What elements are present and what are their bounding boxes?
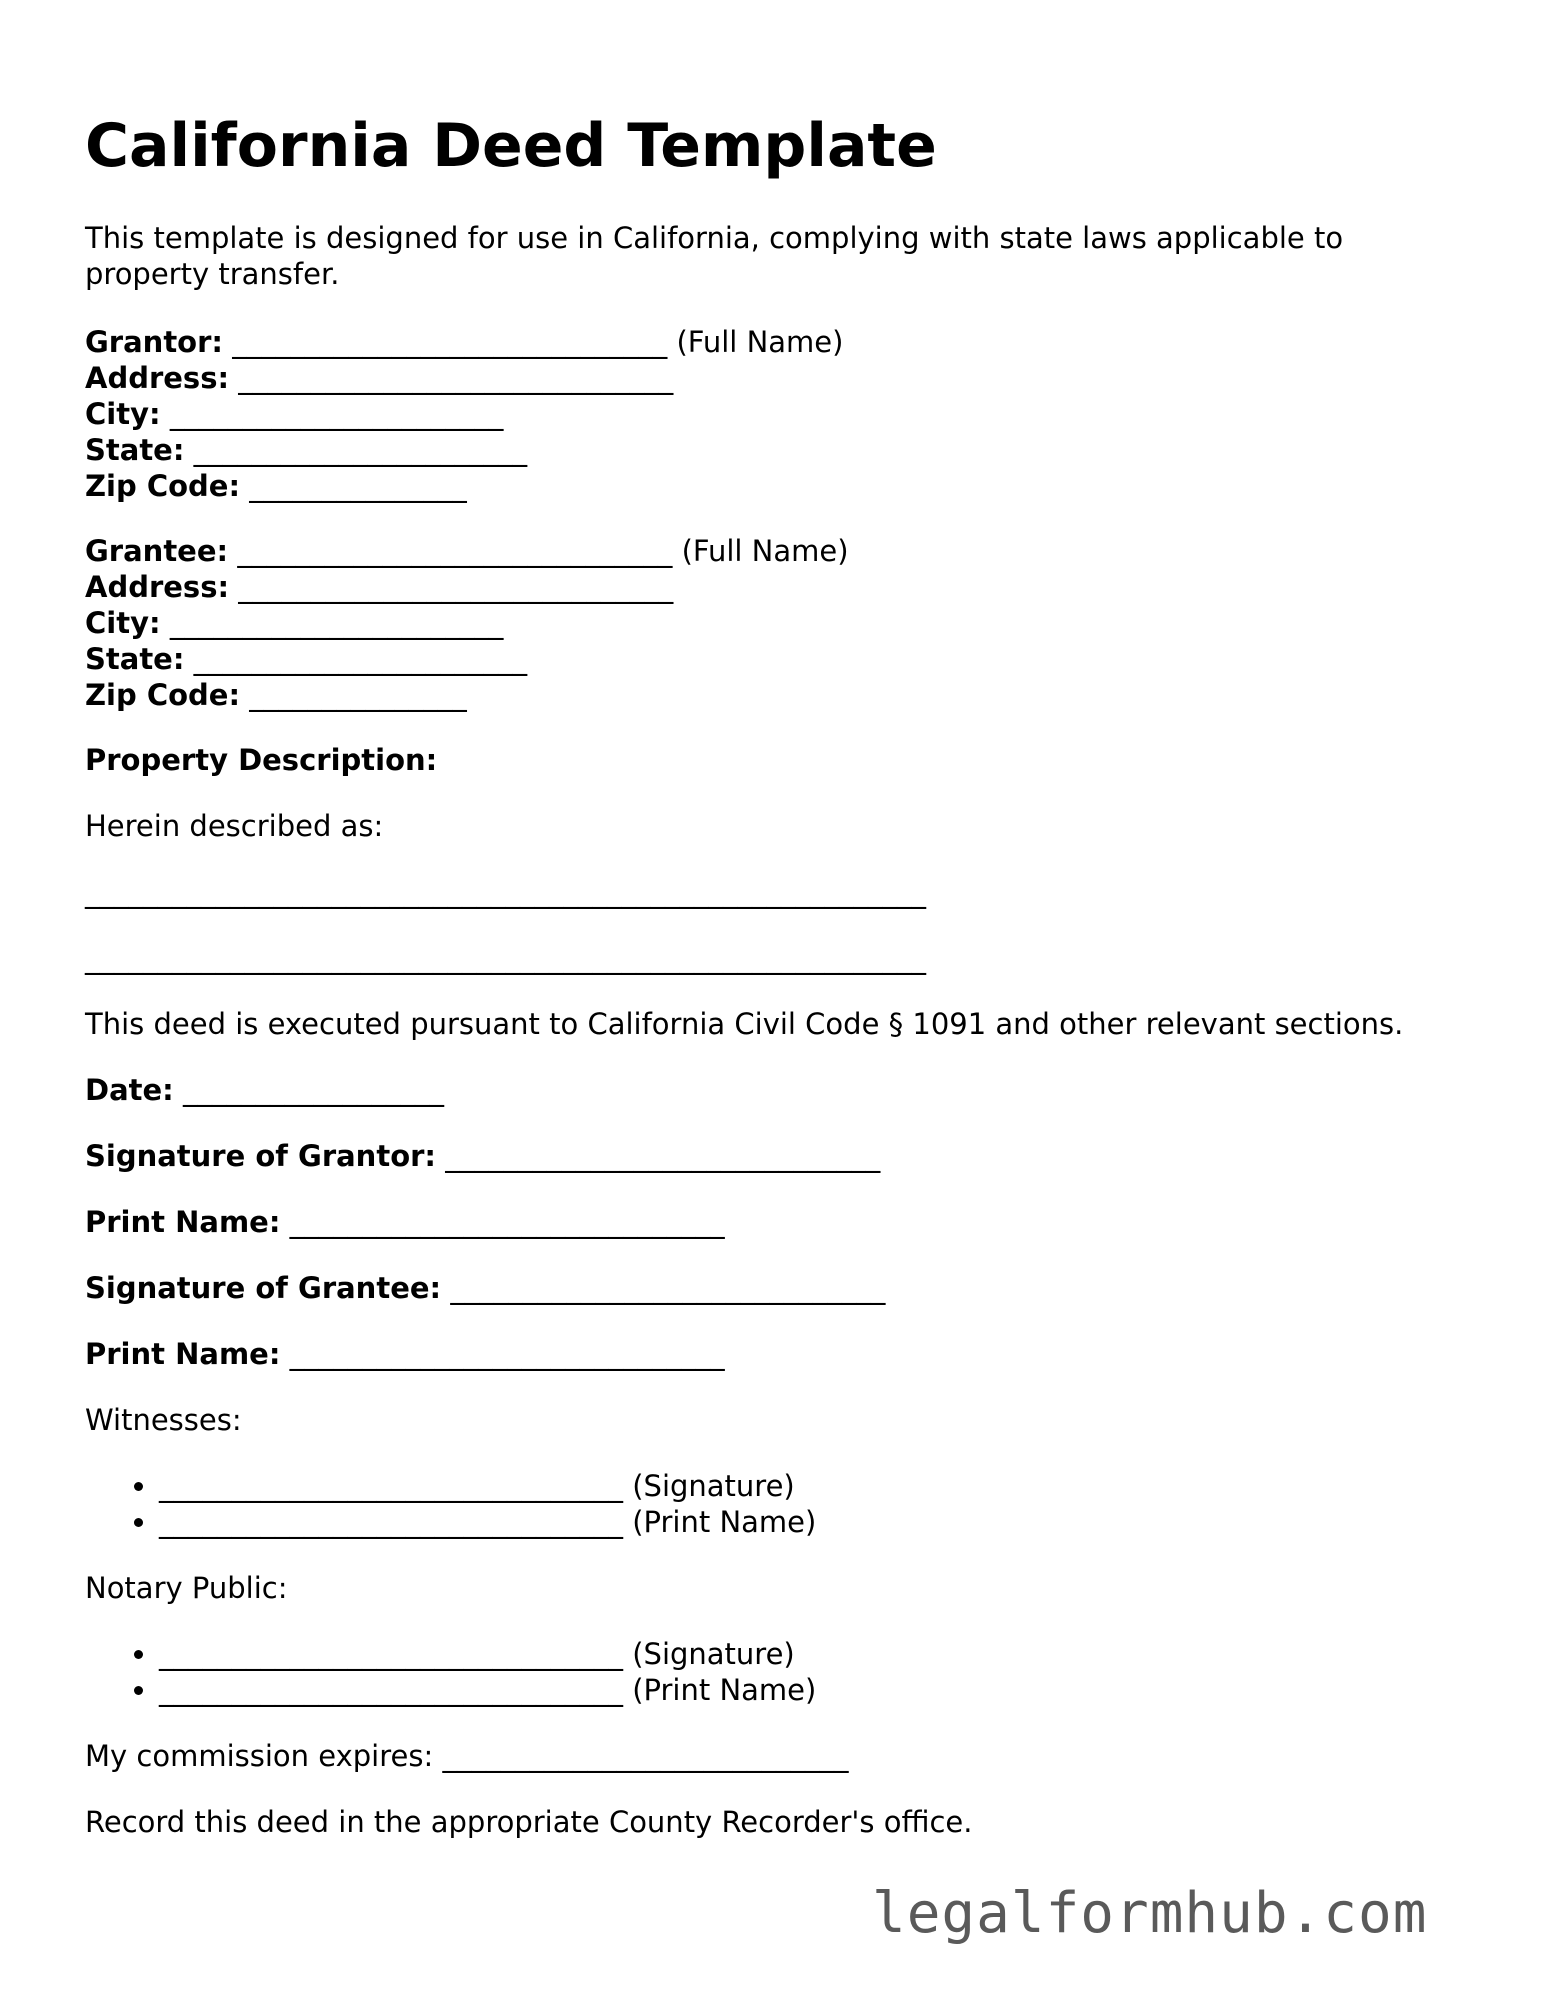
grantor-print-name-field[interactable]: ______________________________ [289,1205,725,1239]
witnesses-label-row [85,1402,242,1438]
property-line-1-row [85,874,926,910]
notary-list [85,1636,816,1708]
watermark: legalformhub.com [872,1881,1428,1946]
grantor-address-field[interactable]: ______________________________ [238,361,674,395]
statute-row [85,1006,1403,1042]
described-as-row [85,808,383,844]
grantee-zip-label: Zip Code: [85,678,241,712]
grantor-zip-label: Zip Code: [85,469,241,503]
grantor-state-field[interactable]: _______________________ [193,433,528,467]
grantor-city-row [85,396,843,432]
commission-field[interactable]: ____________________________ [442,1739,849,1773]
list-item [159,1468,816,1504]
grantor-name-row [85,324,843,360]
property-line-1-field[interactable]: __________________________________________________________ [85,875,926,909]
grantor-zip-row [85,468,843,504]
grantee-state-row [85,641,849,677]
commission-label: My commission expires: [85,1739,434,1773]
property-line-2-row [85,940,926,976]
witness-signature-note: (Signature) [632,1469,795,1503]
grantee-address-row [85,569,849,605]
grantor-state-row [85,432,843,468]
witness-signature-field[interactable]: ________________________________ [159,1469,623,1503]
grantor-print-name-label: Print Name: [85,1205,281,1239]
grantor-address-label: Address: [85,361,230,395]
grantee-signature-field[interactable]: ______________________________ [450,1271,886,1305]
notary-signature-note: (Signature) [632,1637,795,1671]
property-line-2-field[interactable]: __________________________________________________________ [85,941,926,975]
grantee-name-note: (Full Name) [681,534,849,568]
record-note: Record this deed in the appropriate County Recorder's office. [85,1805,973,1839]
grantee-state-field[interactable]: _______________________ [193,642,528,676]
notary-print-name-field[interactable]: ________________________________ [159,1673,623,1707]
notary-print-name-note: (Print Name) [632,1673,817,1707]
grantor-city-field[interactable]: _______________________ [169,397,504,431]
grantee-print-name-field[interactable]: ______________________________ [289,1337,725,1371]
grantee-address-label: Address: [85,570,230,604]
grantor-city-label: City: [85,397,161,431]
grantor-name-field[interactable]: ______________________________ [232,325,668,359]
property-heading: Property Description: [85,743,438,777]
page-title: California Deed Template [85,111,937,181]
notary-label-row [85,1570,287,1606]
grantee-signature-row [85,1270,885,1306]
list-item [159,1672,816,1708]
grantee-state-label: State: [85,642,185,676]
statute-text: This deed is executed pursuant to California Civil Code § 1091 and other relevant sections. [85,1007,1404,1041]
grantee-zip-row [85,677,849,713]
grantee-city-row [85,605,849,641]
grantor-state-label: State: [85,433,185,467]
grantee-print-name-label: Print Name: [85,1337,281,1371]
grantee-address-field[interactable]: ______________________________ [238,570,674,604]
grantor-name-note: (Full Name) [676,325,844,359]
date-row [85,1072,444,1108]
property-heading-row [85,742,437,778]
grantee-section [85,533,849,713]
grantor-name-label: Grantor: [85,325,224,359]
grantee-city-label: City: [85,606,161,640]
notary-signature-field[interactable]: ________________________________ [159,1637,623,1671]
grantee-zip-field[interactable]: _______________ [249,678,467,712]
grantee-name-row [85,533,849,569]
grantor-address-row [85,360,843,396]
grantor-print-name-row [85,1204,725,1240]
witnesses-list [85,1468,816,1540]
grantor-signature-label: Signature of Grantor: [85,1139,437,1173]
commission-row [85,1738,848,1774]
list-item [159,1636,816,1672]
grantee-name-label: Grantee: [85,534,229,568]
date-field[interactable]: __________________ [183,1073,444,1107]
date-label: Date: [85,1073,174,1107]
notary-label: Notary Public: [85,1571,288,1605]
intro-text: This template is designed for use in California, complying with state laws applicable to property transfer. [85,221,1344,291]
witness-print-name-field[interactable]: ________________________________ [159,1505,623,1539]
grantee-print-name-row [85,1336,725,1372]
grantee-city-field[interactable]: _______________________ [169,606,504,640]
grantor-zip-field[interactable]: _______________ [249,469,467,503]
grantee-signature-label: Signature of Grantee: [85,1271,442,1305]
list-item [159,1504,816,1540]
described-as-text: Herein described as: [85,809,384,843]
grantor-signature-field[interactable]: ______________________________ [445,1139,881,1173]
grantor-section [85,324,843,504]
record-note-row [85,1804,973,1840]
witnesses-label: Witnesses: [85,1403,242,1437]
witness-print-name-note: (Print Name) [632,1505,817,1539]
grantor-signature-row [85,1138,880,1174]
grantee-name-field[interactable]: ______________________________ [237,534,673,568]
